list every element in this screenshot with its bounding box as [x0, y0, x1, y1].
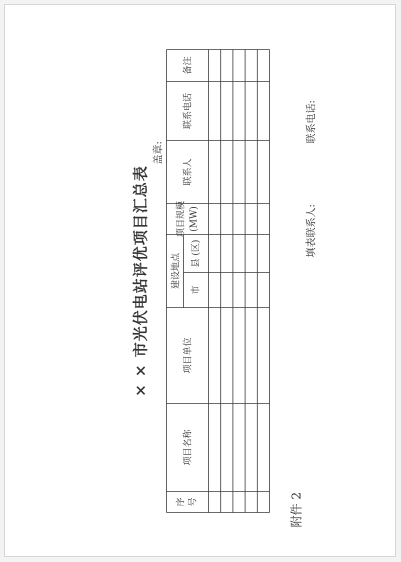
- header-scale: 项目规模: [176, 200, 187, 238]
- header-project-unit: 项目单位: [183, 337, 194, 374]
- header-scale-unit: (MW): [189, 206, 200, 232]
- summary-table: [6, 5, 397, 558]
- filler-contact-label: 填表联系人:: [306, 204, 318, 258]
- header-project-name: 项目名称: [183, 429, 194, 466]
- header-seq: 序: [176, 497, 187, 507]
- header-contact: 联系人: [183, 158, 194, 186]
- attachment-label: 附件 2: [289, 492, 304, 528]
- header-location: 建设地点: [171, 252, 182, 290]
- page-title: × × 市光伏电站评优项目汇总表: [131, 165, 150, 397]
- header-county: 县 (区): [191, 239, 202, 268]
- header-contact-phone: 联系电话: [183, 92, 194, 130]
- document-page: [4, 4, 396, 557]
- header-remarks: 备注: [183, 56, 194, 75]
- landscape-content: [6, 5, 397, 558]
- stamp-label: 盖章:: [153, 141, 165, 165]
- header-seq: 号: [188, 497, 199, 507]
- header-city: 市: [191, 285, 202, 295]
- contact-phone-label: 联系电话:: [306, 100, 318, 144]
